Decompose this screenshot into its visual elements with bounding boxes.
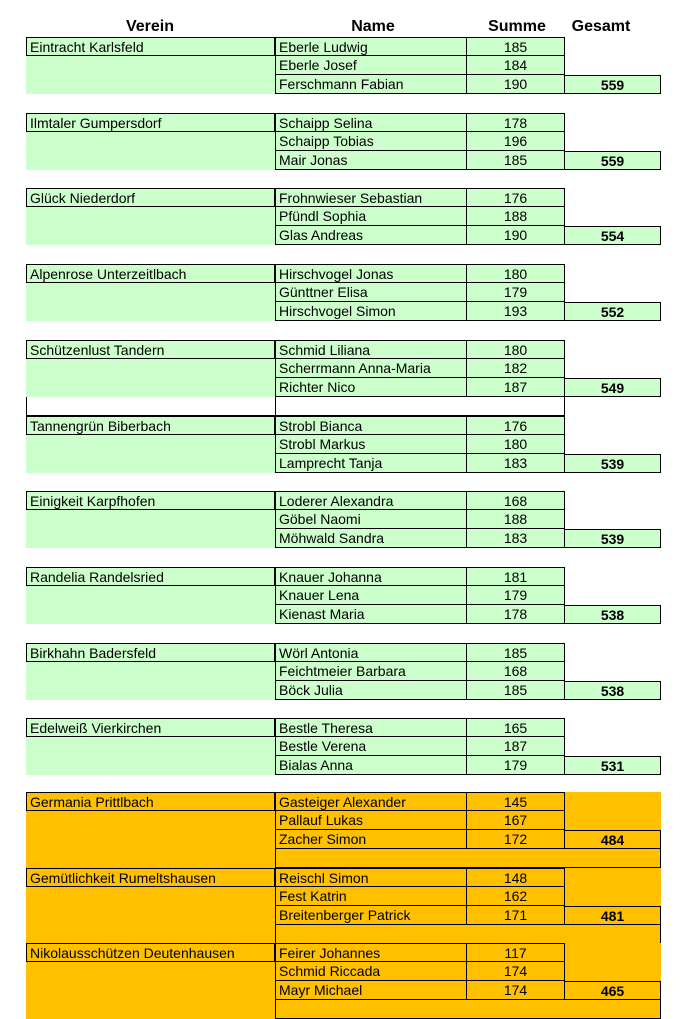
member-summe: 167 (467, 811, 565, 830)
member-name: Möhwald Sandra (275, 529, 467, 548)
member-name: Kienast Maria (275, 605, 467, 624)
team-verein: Gemütlichkeit Rumeltshausen (26, 868, 275, 887)
member-name: Schaipp Selina (275, 113, 467, 132)
member-summe: 183 (467, 529, 565, 548)
member-name: Loderer Alexandra (275, 491, 467, 510)
member-summe: 190 (467, 75, 565, 94)
member-summe: 190 (467, 226, 565, 245)
member-summe: 187 (467, 737, 565, 756)
member-name: Scherrmann Anna-Maria (275, 359, 467, 378)
team-verein: Nikolausschützen Deutenhausen (26, 943, 275, 962)
member-summe: 148 (467, 868, 565, 887)
member-name: Richter Nico (275, 378, 467, 397)
member-name: Reischl Simon (275, 868, 467, 887)
spacer-row (26, 397, 565, 416)
member-name: Schaipp Tobias (275, 132, 467, 151)
member-summe: 187 (467, 378, 565, 397)
member-name: Böck Julia (275, 681, 467, 700)
member-summe: 162 (467, 887, 565, 906)
team-verein-fill (26, 435, 275, 473)
team-gesamt: 552 (565, 302, 661, 321)
team-verein-fill (26, 510, 275, 548)
team-verein: Randelia Randelsried (26, 567, 275, 586)
team-verein-fill (26, 207, 275, 245)
member-summe: 179 (467, 283, 565, 302)
member-summe: 171 (467, 906, 565, 925)
spacer-row (275, 849, 661, 868)
team-verein-fill (26, 662, 275, 700)
team-verein: Einigkeit Karpfhofen (26, 491, 275, 510)
member-name: Göbel Naomi (275, 510, 467, 529)
team-gesamt: 465 (565, 981, 661, 1000)
member-name: Bialas Anna (275, 756, 467, 775)
team-verein-fill (26, 56, 275, 94)
member-name: Glas Andreas (275, 226, 467, 245)
spacer-row (275, 1000, 661, 1019)
member-summe: 185 (467, 151, 565, 170)
team-gesamt: 559 (565, 75, 661, 94)
team-verein-fill (26, 283, 275, 321)
member-name: Strobl Markus (275, 435, 467, 454)
team-verein: Schützenlust Tandern (26, 340, 275, 359)
member-summe: 168 (467, 662, 565, 681)
member-name: Bestle Theresa (275, 718, 467, 737)
header-verein: Verein (125, 18, 175, 35)
team-gesamt: 539 (565, 454, 661, 473)
member-name: Mair Jonas (275, 151, 467, 170)
member-name: Fest Katrin (275, 887, 467, 906)
team-gesamt: 538 (565, 605, 661, 624)
member-summe: 178 (467, 605, 565, 624)
team-verein: Ilmtaler Gumpersdorf (26, 113, 275, 132)
team-verein-fill (26, 586, 275, 624)
member-summe: 180 (467, 264, 565, 283)
team-verein-fill (26, 737, 275, 775)
member-name: Breitenberger Patrick (275, 906, 467, 925)
member-name: Zacher Simon (275, 830, 467, 849)
team-gesamt: 559 (565, 151, 661, 170)
member-summe: 188 (467, 207, 565, 226)
team-verein-fill (26, 811, 275, 849)
member-name: Günttner Elisa (275, 283, 467, 302)
member-summe: 117 (467, 943, 565, 962)
member-name: Feichtmeier Barbara (275, 662, 467, 681)
member-summe: 193 (467, 302, 565, 321)
member-summe: 180 (467, 435, 565, 454)
member-summe: 172 (467, 830, 565, 849)
member-summe: 176 (467, 416, 565, 435)
member-summe: 196 (467, 132, 565, 151)
member-summe: 179 (467, 756, 565, 775)
team-gesamt: 481 (565, 906, 661, 925)
team-gesamt: 531 (565, 756, 661, 775)
member-summe: 174 (467, 981, 565, 1000)
team-verein: Edelweiß Vierkirchen (26, 718, 275, 737)
team-verein: Tannengrün Biberbach (26, 416, 275, 435)
member-name: Schmid Liliana (275, 340, 467, 359)
member-summe: 174 (467, 962, 565, 981)
header-name: Name (351, 18, 395, 35)
team-verein-fill (26, 887, 275, 925)
team-verein: Germania Prittlbach (26, 792, 275, 811)
member-name: Eberle Josef (275, 56, 467, 75)
member-summe: 184 (467, 56, 565, 75)
member-name: Schmid Riccada (275, 962, 467, 981)
member-name: Strobl Bianca (275, 416, 467, 435)
member-summe: 185 (467, 37, 565, 56)
team-verein-fill (26, 132, 275, 170)
member-summe: 180 (467, 340, 565, 359)
spacer-row (275, 925, 661, 944)
member-name: Hirschvogel Simon (275, 302, 467, 321)
member-summe: 168 (467, 491, 565, 510)
header-summe: Summe (488, 18, 546, 35)
member-name: Lamprecht Tanja (275, 454, 467, 473)
member-name: Frohnwieser Sebastian (275, 188, 467, 207)
member-name: Ferschmann Fabian (275, 75, 467, 94)
member-name: Knauer Lena (275, 586, 467, 605)
spacer-divider (275, 397, 276, 416)
member-name: Eberle Ludwig (275, 37, 467, 56)
member-name: Bestle Verena (275, 737, 467, 756)
member-name: Feirer Johannes (275, 943, 467, 962)
member-name: Knauer Johanna (275, 567, 467, 586)
member-summe: 183 (467, 454, 565, 473)
team-verein: Birkhahn Badersfeld (26, 643, 275, 662)
member-summe: 185 (467, 643, 565, 662)
member-summe: 188 (467, 510, 565, 529)
member-name: Pfündl Sophia (275, 207, 467, 226)
team-verein-fill (26, 359, 275, 397)
member-name: Wörl Antonia (275, 643, 467, 662)
member-summe: 176 (467, 188, 565, 207)
member-name: Mayr Michael (275, 981, 467, 1000)
header-gesamt: Gesamt (571, 18, 631, 35)
team-gesamt: 484 (565, 830, 661, 849)
member-name: Gasteiger Alexander (275, 792, 467, 811)
team-verein-fill (26, 962, 275, 1000)
member-summe: 185 (467, 681, 565, 700)
member-name: Pallauf Lukas (275, 811, 467, 830)
team-gesamt: 549 (565, 378, 661, 397)
member-name: Hirschvogel Jonas (275, 264, 467, 283)
team-gesamt: 539 (565, 529, 661, 548)
member-summe: 182 (467, 359, 565, 378)
team-gesamt: 538 (565, 681, 661, 700)
team-gesamt: 554 (565, 226, 661, 245)
member-summe: 145 (467, 792, 565, 811)
team-verein: Alpenrose Unterzeitlbach (26, 264, 275, 283)
member-summe: 181 (467, 567, 565, 586)
member-summe: 165 (467, 718, 565, 737)
member-summe: 178 (467, 113, 565, 132)
team-verein: Eintracht Karlsfeld (26, 37, 275, 56)
team-verein: Glück Niederdorf (26, 188, 275, 207)
member-summe: 179 (467, 586, 565, 605)
